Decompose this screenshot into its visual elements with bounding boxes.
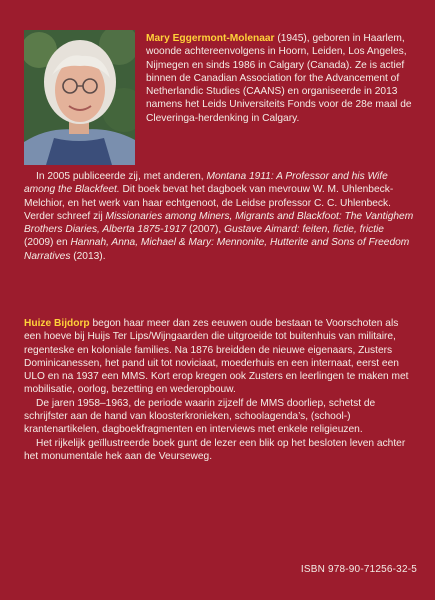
publication-title-3: Gustave Aimard: feiten, fictie, frictie [224, 224, 384, 236]
isbn: ISBN 978-90-71256-32-5 [300, 564, 417, 575]
school-paragraph-2: De jaren 1958–1963, de periode waarin zijzelf de MMS doorliep, schetst de schrijfster aan de hand van kloosterkronieken, schoolagenda’s, (school-) krantenartikelen, dagboekfragmenten en interviews met enkele religieuzen. [24, 397, 376, 436]
author-bio [24, 32, 416, 125]
publication-title-4: Hannah, Anna, Michael & Mary: Mennonite, Hutterite and Sons of Freedom Narratives [24, 237, 410, 262]
publication-title-2: Missionaries among Miners, Migrants and Blackfoot: The Vantighem Brothers Diaries, Alberta 1875-1917 [24, 210, 414, 236]
publications-text-3: (2007), [186, 224, 225, 236]
publications-text-4: (2009) en [24, 237, 71, 249]
author-name: Mary Eggermont-Molenaar [146, 33, 275, 44]
school-name: Huize Bijdorp [24, 318, 90, 329]
publications-text-2: Dit boek bevat het dagboek van mevrouw W. M. Uhlenbeck-Melchior, en het werk van haar echtgenoot, de Leidse professor C. C. Uhlenbeck. Verder schreef zij [24, 184, 394, 222]
publication-title-1: Montana 1911: A Professor and his Wife among the Blackfeet. [24, 171, 388, 196]
school-paragraph-3: Het rijkelijk geïllustreerde boek gunt de lezer een blik op het besloten leven achter het monumentale hek aan de Veurseweg. [24, 437, 406, 462]
school-text-1: begon haar meer dan zes eeuwen oude bestaan te Voorschoten als een hoeve bij Huijs Ter Lips/Wijngaarden die uitgroeide tot buitenhuis van militaire, regenteske en koloniale families. Na 1876 breidden de nieuwe eigenaars, Zusters Dominicanessen, het pand uit tot noviciaat, moederhuis en een internaat, eerst een ULO en na 1937 een MMS. Kort erop kregen ook Zusters en leerlingen te maken met mobilisatie, oorlog, bezetting en wederopbouw. [24, 318, 409, 396]
publications-paragraph [24, 170, 416, 263]
author-intro-paragraph [24, 32, 416, 125]
publications-block [24, 170, 416, 263]
author-bio-text: (1945), geboren in Haarlem, woonde achtereenvolgens in Hoorn, Leiden, Los Angeles, Nijmegen en sinds 1986 in Calgary (Canada). Ze is actief binnen de Canadian Association for the Advancement of Netherlandic Studies (CAANS) en organiseerde in 2013 namens het Leids Universiteits Fonds voor de 28e maal de Cleveringa-herdenking in Calgary. [146, 33, 412, 124]
publications-text-1: In 2005 publiceerde zij, met anderen, [36, 171, 207, 182]
publications-text-5: (2013). [70, 250, 106, 262]
school-description [24, 317, 416, 463]
school-paragraph-1 [24, 317, 416, 397]
